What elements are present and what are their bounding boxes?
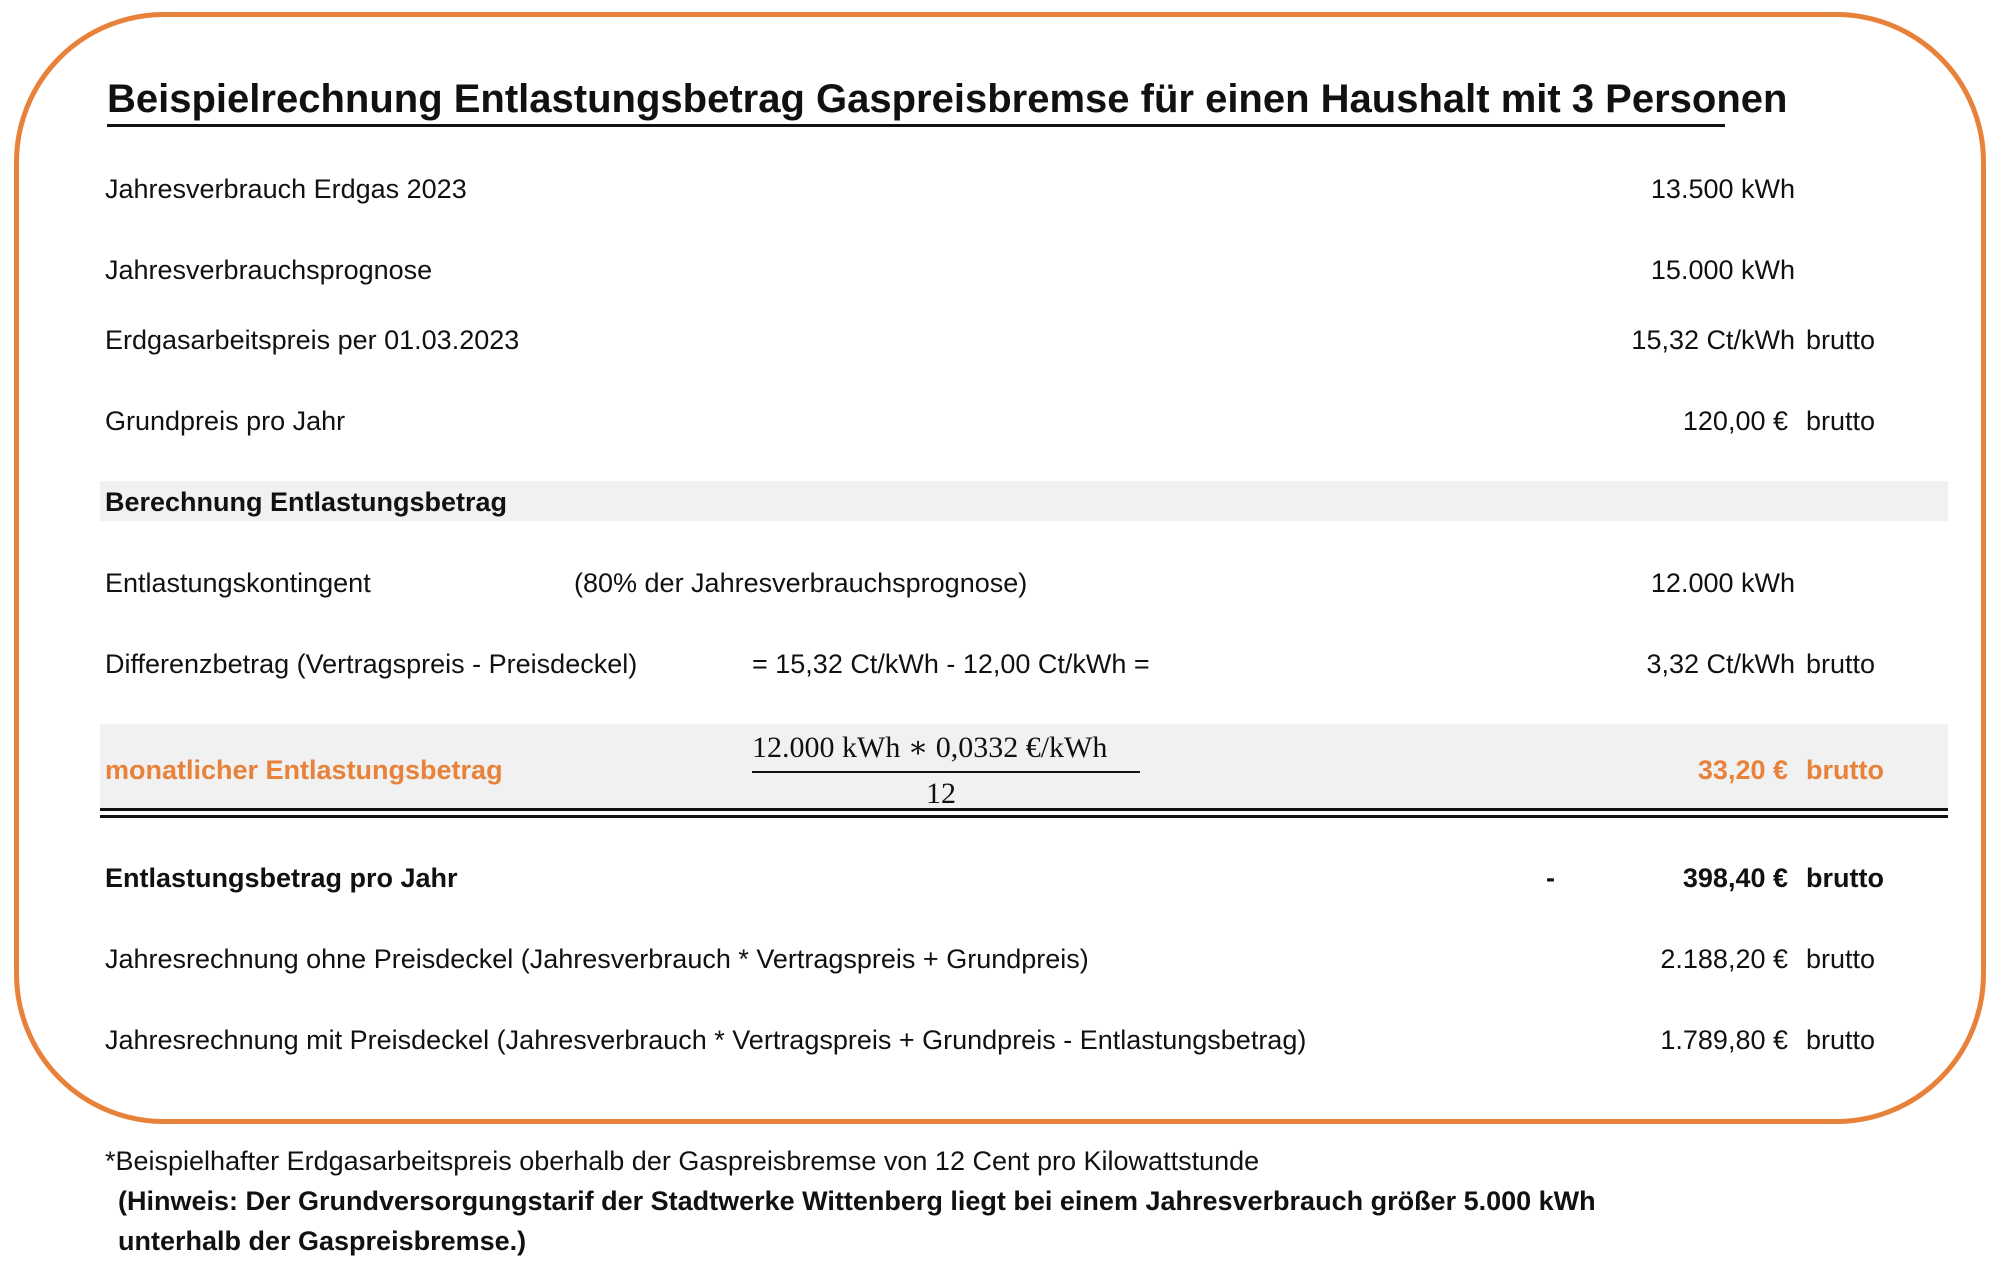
monatlich-denominator: 12 (926, 777, 956, 810)
prognose-label: Jahresverbrauchsprognose (105, 255, 433, 285)
jahr-unit: brutto (1806, 863, 1884, 893)
mit-value: 1.789,80 € (1660, 1025, 1788, 1055)
section-heading: Berechnung Entlastungsbetrag (105, 487, 508, 517)
arbeitspreis-label: Erdgasarbeitspreis per 01.03.2023 (105, 325, 520, 355)
monatlich-unit: brutto (1806, 755, 1884, 785)
arbeitspreis-unit: brutto (1806, 325, 1876, 355)
jahr-value: 398,40 € (1682, 863, 1788, 893)
arbeitspreis-value: 15,32 Ct/kWh (1631, 325, 1795, 355)
ohne-value: 2.188,20 € (1660, 944, 1788, 974)
hinweis-line1: (Hinweis: Der Grundversorgungstarif der Stadtwerke Wittenberg liegt bei einem Jahresverbrauch größer 5.000 kWh (118, 1186, 1596, 1216)
jahr-sign: - (1546, 863, 1555, 893)
grundpreis-value: 120,00 € (1682, 406, 1788, 436)
footnote: *Beispielhafter Erdgasarbeitspreis oberhalb der Gaspreisbremse von 12 Cent pro Kilowattstunde (105, 1146, 1260, 1176)
kontingent-note: (80% der Jahresverbrauchsprognose) (574, 568, 1028, 598)
differenz-unit: brutto (1806, 649, 1876, 679)
hinweis-line2: unterhalb der Gaspreisbremse.) (118, 1226, 527, 1256)
monatlich-value: 33,20 € (1697, 755, 1788, 785)
ohne-label: Jahresrechnung ohne Preisdeckel (Jahresverbrauch * Vertragspreis + Grundpreis) (105, 944, 1089, 974)
double-rule (100, 808, 1948, 818)
kontingent-value: 12.000 kWh (1650, 568, 1795, 598)
monatlich-label: monatlicher Entlastungsbetrag (105, 755, 503, 785)
differenz-label: Differenzbetrag (Vertragspreis - Preisdeckel) (105, 649, 638, 679)
monatlich-numerator: 12.000 kWh ∗ 0,0332 €/kWh (752, 731, 1108, 764)
fraction-line (752, 771, 1140, 773)
jahr-label: Entlastungsbetrag pro Jahr (105, 863, 458, 893)
ohne-unit: brutto (1806, 944, 1876, 974)
verbrauch-label: Jahresverbrauch Erdgas 2023 (105, 174, 467, 204)
differenz-formula: = 15,32 Ct/kWh - 12,00 Ct/kWh = (752, 649, 1150, 679)
grundpreis-label: Grundpreis pro Jahr (105, 406, 346, 436)
grundpreis-unit: brutto (1806, 406, 1876, 436)
kontingent-label: Entlastungskontingent (105, 568, 371, 598)
mit-unit: brutto (1806, 1025, 1876, 1055)
mit-label: Jahresrechnung mit Preisdeckel (Jahresverbrauch * Vertragspreis + Grundpreis - Entlastungsbetrag) (105, 1025, 1307, 1055)
differenz-value: 3,32 Ct/kWh (1646, 649, 1795, 679)
prognose-value: 15.000 kWh (1650, 255, 1795, 285)
verbrauch-value: 13.500 kWh (1650, 174, 1795, 204)
page-title: Beispielrechnung Entlastungsbetrag Gaspreisbremse für einen Haushalt mit 3 Personen (107, 74, 1725, 127)
